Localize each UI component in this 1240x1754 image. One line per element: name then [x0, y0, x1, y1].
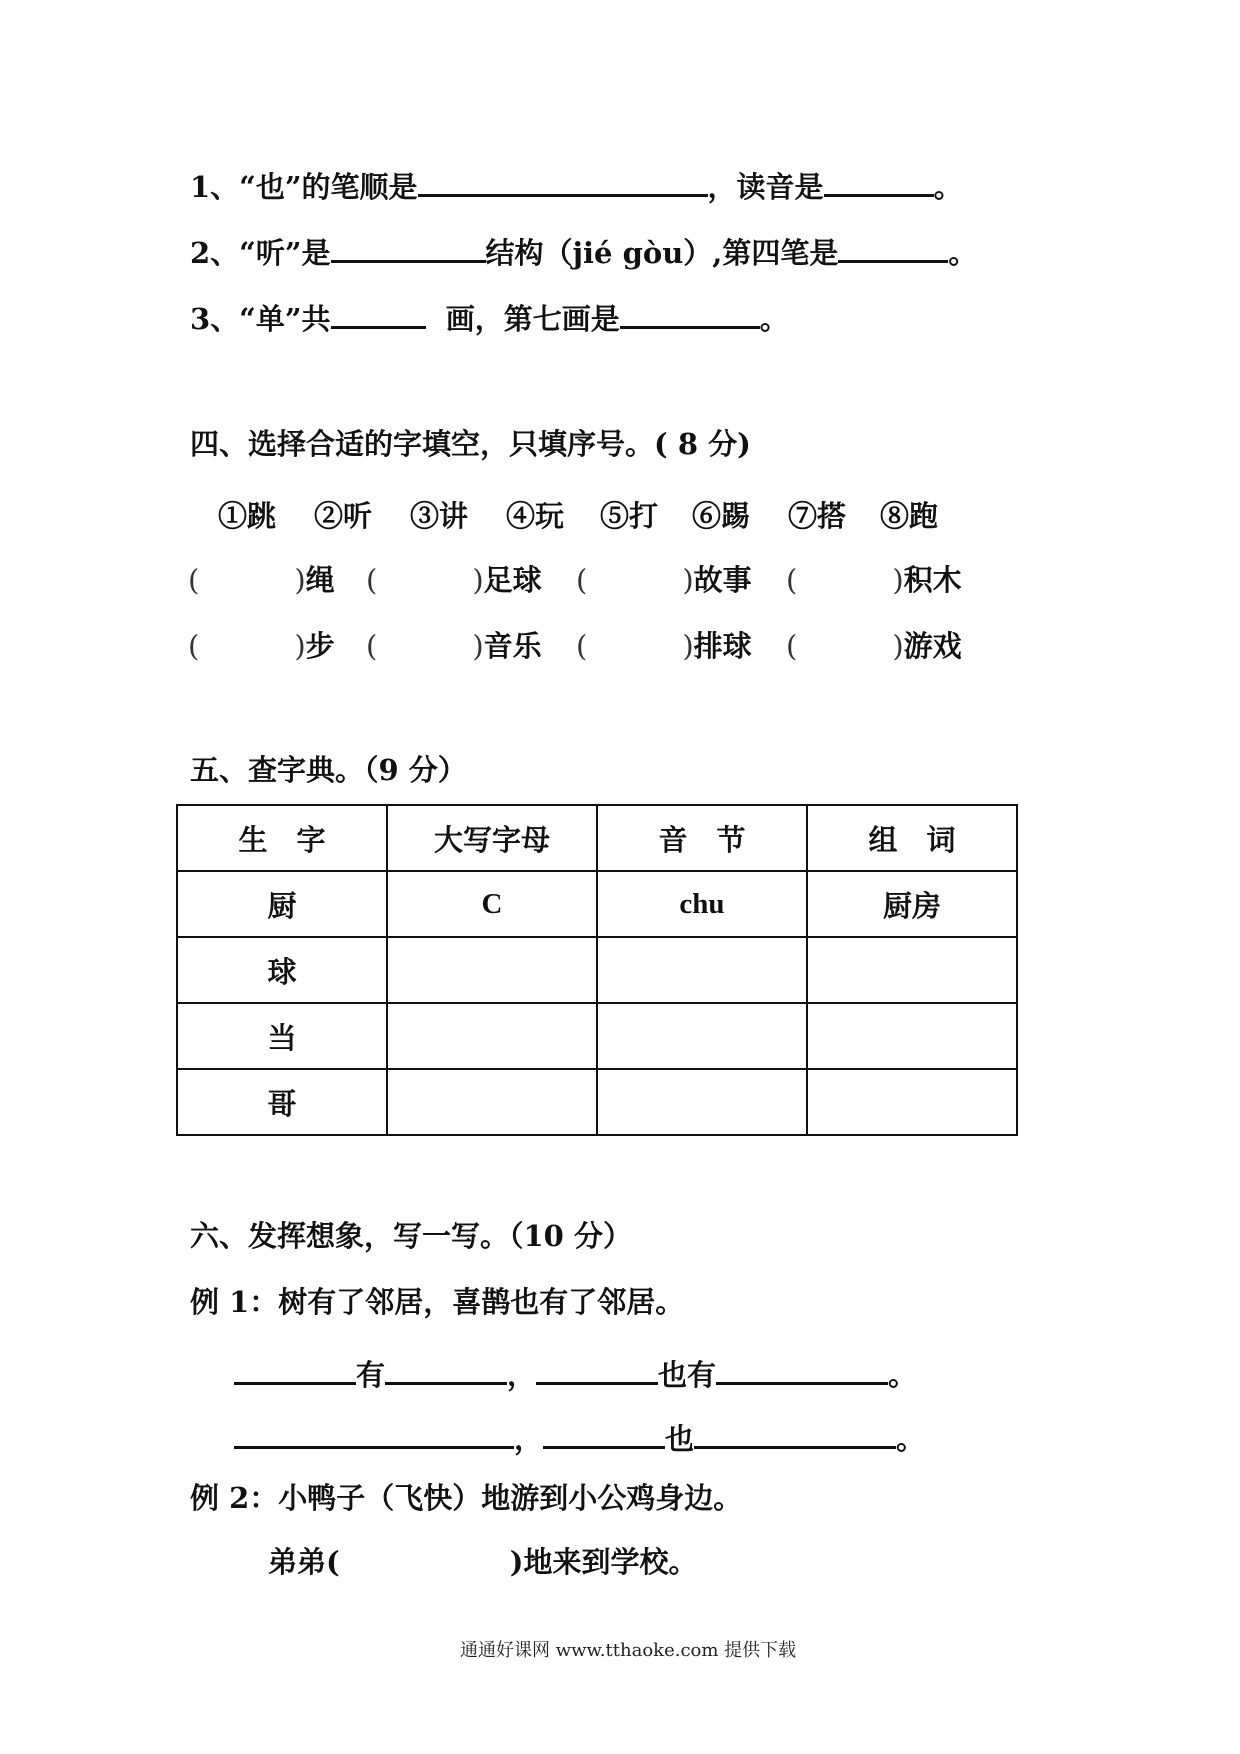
- answer-blank[interactable]: [331, 234, 486, 263]
- example-2: 例 2：小鸭子（飞快）地游到小公鸡身边。: [190, 1481, 743, 1515]
- question-3-mid: 画，第七画是: [445, 302, 620, 336]
- fill-item[interactable]: ( )积木: [786, 563, 962, 597]
- table-cell-word: 厨房: [807, 871, 1017, 937]
- dictionary-table: [176, 804, 1018, 1136]
- fill-item-word: 排球: [693, 629, 752, 663]
- table-cell-char: 厨: [177, 871, 387, 937]
- fill-item-word: 音乐: [483, 629, 542, 663]
- question-1-end: 。: [933, 170, 963, 204]
- question-1: [190, 168, 963, 202]
- question-3-end: 。: [759, 302, 789, 336]
- fill-word: ，: [514, 1422, 544, 1456]
- question-1-mid: ，读音是: [707, 170, 824, 204]
- fill-item[interactable]: ( )音乐: [366, 629, 542, 663]
- answer-blank[interactable]: [543, 1420, 665, 1449]
- table-cell-word[interactable]: [807, 937, 1017, 1003]
- table-cell-word[interactable]: [807, 1069, 1017, 1135]
- fill-item-word: 游戏: [903, 629, 962, 663]
- section-4-title: 四、选择合适的字填空，只填序号。( 8 分): [190, 427, 751, 461]
- answer-blank[interactable]: [620, 300, 760, 329]
- table-header-cell: 生 字: [177, 805, 387, 871]
- fill-item[interactable]: ( )排球: [576, 629, 752, 663]
- table-cell-syllable[interactable]: [597, 1003, 807, 1069]
- table-header-cell: 音 节: [597, 805, 807, 871]
- table-header-cell: 组 词: [807, 805, 1017, 871]
- question-2-text: 2、“听”是: [190, 236, 331, 270]
- section-6-title: 六、发挥想象，写一写。（10 分）: [190, 1219, 632, 1253]
- option-item: ④玩: [506, 499, 565, 533]
- table-cell-letter: C: [387, 871, 597, 937]
- option-item: ③讲: [410, 499, 469, 533]
- table-cell-letter[interactable]: [387, 1003, 597, 1069]
- option-item: ①跳: [218, 499, 277, 533]
- question-3-text: 3、“单”共: [190, 302, 331, 336]
- answer-blank[interactable]: [385, 1356, 507, 1385]
- option-item: ②听: [314, 499, 373, 533]
- option-item: ⑧跑: [880, 499, 939, 533]
- fill-item[interactable]: ( )绳: [188, 563, 335, 597]
- option-item: ⑦搭: [788, 499, 847, 533]
- fill-item[interactable]: ( )步: [188, 629, 335, 663]
- example-1-fill-line-1: [234, 1356, 917, 1390]
- fill-item[interactable]: ( )游戏: [786, 629, 962, 663]
- table-row: [177, 1069, 1017, 1135]
- fill-item-word: 积木: [903, 563, 962, 597]
- answer-blank[interactable]: [234, 1356, 356, 1385]
- table-header-cell: 大写字母: [387, 805, 597, 871]
- table-cell-char: 哥: [177, 1069, 387, 1135]
- question-2: [190, 234, 977, 268]
- section-5-title: 五、查字典。（9 分）: [190, 753, 467, 787]
- fill-item-word: 步: [305, 629, 335, 663]
- answer-blank[interactable]: [694, 1420, 896, 1449]
- table-cell-char: 当: [177, 1003, 387, 1069]
- fill-word: 有: [356, 1358, 386, 1392]
- answer-blank[interactable]: [838, 234, 948, 263]
- table-cell-syllable[interactable]: [597, 1069, 807, 1135]
- question-1-text: 1、“也”的笔顺是: [190, 170, 418, 204]
- table-cell-letter[interactable]: [387, 937, 597, 1003]
- option-item: ⑤打: [600, 499, 659, 533]
- question-2-end: 。: [948, 236, 978, 270]
- fill-item-word: 绳: [305, 563, 335, 597]
- fill-item-word: 故事: [693, 563, 752, 597]
- fill-word: 。: [888, 1358, 918, 1392]
- fill-item[interactable]: ( )足球: [366, 563, 542, 597]
- answer-blank[interactable]: [716, 1356, 888, 1385]
- table-row: [177, 1003, 1017, 1069]
- footer-source: 通通好课网 www.tthaoke.com 提供下载: [460, 1640, 797, 1661]
- answer-blank[interactable]: [418, 168, 708, 197]
- answer-blank[interactable]: [331, 300, 426, 329]
- example-1-fill-line-2: [234, 1420, 925, 1454]
- fill-word: ，: [507, 1358, 537, 1392]
- table-row: [177, 937, 1017, 1003]
- table-header-row: [177, 805, 1017, 871]
- table-cell-letter[interactable]: [387, 1069, 597, 1135]
- fill-word: 也: [665, 1422, 695, 1456]
- fill-word: 弟弟(: [268, 1545, 340, 1579]
- fill-word: 也有: [658, 1358, 717, 1392]
- answer-blank[interactable]: [536, 1356, 658, 1385]
- question-2-mid: 结构（jié gòu）,第四笔是: [485, 236, 839, 270]
- example-2-fill: [268, 1545, 698, 1579]
- table-cell-syllable[interactable]: [597, 937, 807, 1003]
- table-cell-char: 球: [177, 937, 387, 1003]
- option-item: ⑥踢: [692, 499, 751, 533]
- fill-item-word: 足球: [483, 563, 542, 597]
- answer-blank[interactable]: [824, 168, 934, 197]
- fill-word: 。: [896, 1422, 926, 1456]
- fill-word: )地来到学校。: [509, 1545, 698, 1579]
- example-1: 例 1：树有了邻居，喜鹊也有了邻居。: [190, 1285, 685, 1319]
- table-cell-syllable: chu: [597, 871, 807, 937]
- table-row: [177, 871, 1017, 937]
- question-3: [190, 300, 789, 334]
- answer-blank[interactable]: [234, 1420, 514, 1449]
- table-cell-word[interactable]: [807, 1003, 1017, 1069]
- fill-item[interactable]: ( )故事: [576, 563, 752, 597]
